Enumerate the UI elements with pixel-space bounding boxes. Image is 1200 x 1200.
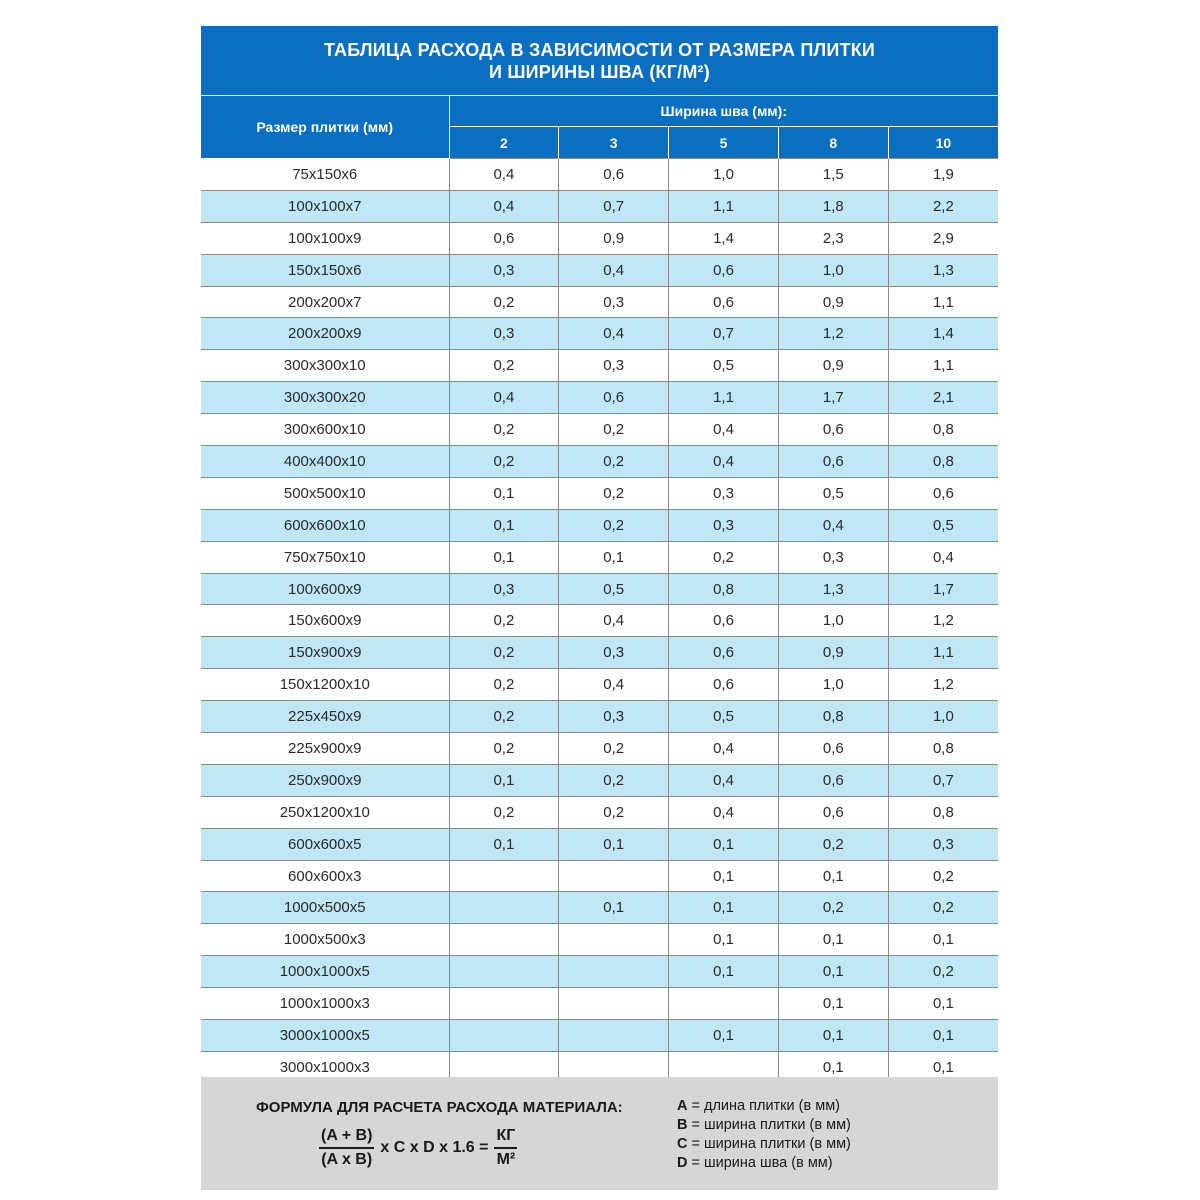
consumption-value-cell: 0,3 [669, 477, 779, 509]
consumption-value-cell: 0,2 [559, 796, 669, 828]
table-row [201, 541, 998, 573]
consumption-value-cell: 2,3 [778, 222, 888, 254]
table-row [201, 860, 998, 892]
table-row [201, 382, 998, 414]
consumption-value-cell: 0,1 [449, 477, 559, 509]
table-row [201, 828, 998, 860]
table-row [201, 254, 998, 286]
consumption-value-cell: 0,1 [669, 828, 779, 860]
consumption-value-cell: 0,2 [559, 477, 669, 509]
consumption-value-cell: 1,3 [888, 254, 998, 286]
tile-size-cell: 75x150x6 [201, 159, 449, 191]
table-row [201, 414, 998, 446]
consumption-value-cell: 0,8 [888, 414, 998, 446]
consumption-value-cell: 0,2 [559, 446, 669, 478]
column-header-width: 2 [449, 127, 559, 159]
consumption-value-cell: 0,1 [888, 1051, 998, 1083]
tile-size-cell: 150x1200x10 [201, 669, 449, 701]
consumption-value-cell: 0,6 [559, 382, 669, 414]
consumption-value-cell: 0,4 [449, 190, 559, 222]
tile-size-cell: 1000x500x3 [201, 924, 449, 956]
consumption-value-cell: 0,1 [559, 892, 669, 924]
tile-size-cell: 150x900x9 [201, 637, 449, 669]
consumption-value-cell: 2,2 [888, 190, 998, 222]
consumption-value-cell: 1,2 [888, 605, 998, 637]
consumption-value-cell: 0,7 [559, 190, 669, 222]
table-row [201, 924, 998, 956]
consumption-value-cell: 0,2 [449, 796, 559, 828]
table-row [201, 318, 998, 350]
consumption-value-cell: 0,5 [669, 350, 779, 382]
consumption-value-cell: 0,1 [778, 860, 888, 892]
tile-size-cell: 100x100x7 [201, 190, 449, 222]
tile-size-cell: 150x150x6 [201, 254, 449, 286]
consumption-value-cell: 0,3 [449, 254, 559, 286]
tile-size-cell: 500x500x10 [201, 477, 449, 509]
consumption-value-cell: 0,4 [559, 318, 669, 350]
consumption-value-cell: 0,1 [778, 1020, 888, 1052]
consumption-value-cell: 0,3 [778, 541, 888, 573]
tile-size-cell: 1000x1000x5 [201, 956, 449, 988]
formula-middle: x C x D x 1.6 = [380, 1139, 489, 1156]
consumption-value-cell: 0,6 [778, 796, 888, 828]
table-row [201, 1020, 998, 1052]
consumption-value-cell: 0,3 [449, 318, 559, 350]
consumption-value-cell: 0,2 [888, 860, 998, 892]
table-row [201, 477, 998, 509]
consumption-value-cell: 0,9 [559, 222, 669, 254]
tile-size-cell: 1000x500x5 [201, 892, 449, 924]
consumption-value-cell: 0,5 [778, 477, 888, 509]
consumption-value-cell [449, 860, 559, 892]
tile-size-cell: 300x300x20 [201, 382, 449, 414]
consumption-value-cell: 0,1 [559, 828, 669, 860]
consumption-value-cell: 1,1 [888, 286, 998, 318]
consumption-value-cell: 1,5 [778, 159, 888, 191]
consumption-value-cell: 0,8 [778, 701, 888, 733]
consumption-value-cell: 0,4 [669, 733, 779, 765]
tile-size-cell: 600x600x10 [201, 509, 449, 541]
consumption-value-cell: 0,2 [669, 541, 779, 573]
title-line-1: ТАБЛИЦА РАСХОДА В ЗАВИСИМОСТИ ОТ РАЗМЕРА ПЛИТКИ [323, 39, 876, 60]
consumption-value-cell: 0,9 [778, 286, 888, 318]
formula-numerator: (A + B) [319, 1127, 374, 1149]
consumption-value-cell: 0,3 [888, 828, 998, 860]
consumption-value-cell: 0,4 [888, 541, 998, 573]
consumption-value-cell: 0,4 [778, 509, 888, 541]
consumption-value-cell: 0,2 [449, 637, 559, 669]
consumption-value-cell: 1,7 [778, 382, 888, 414]
consumption-value-cell: 1,3 [778, 573, 888, 605]
formula-unit-denominator: М² [496, 1151, 516, 1168]
column-header-width: 5 [669, 127, 779, 159]
consumption-value-cell: 0,2 [449, 414, 559, 446]
table-row [201, 669, 998, 701]
consumption-value-cell: 0,5 [559, 573, 669, 605]
table-row [201, 350, 998, 382]
consumption-value-cell: 1,0 [778, 254, 888, 286]
consumption-value-cell: 0,8 [669, 573, 779, 605]
tile-size-cell: 750x750x10 [201, 541, 449, 573]
consumption-value-cell: 1,4 [888, 318, 998, 350]
consumption-value-cell: 2,1 [888, 382, 998, 414]
consumption-value-cell: 0,1 [669, 956, 779, 988]
consumption-value-cell: 0,7 [669, 318, 779, 350]
consumption-value-cell: 0,4 [449, 382, 559, 414]
tile-size-cell: 1000x1000x3 [201, 988, 449, 1020]
tile-size-cell: 3000x1000x5 [201, 1020, 449, 1052]
consumption-value-cell: 1,7 [888, 573, 998, 605]
legend-item: C = ширина плитки (в мм) [677, 1136, 851, 1152]
consumption-value-cell [559, 860, 669, 892]
table-row [201, 573, 998, 605]
consumption-value-cell: 0,1 [778, 956, 888, 988]
consumption-value-cell: 0,2 [449, 733, 559, 765]
consumption-value-cell: 0,3 [559, 637, 669, 669]
consumption-value-cell: 0,1 [669, 860, 779, 892]
consumption-value-cell [449, 956, 559, 988]
consumption-value-cell: 0,1 [449, 764, 559, 796]
table-row [201, 733, 998, 765]
consumption-value-cell: 0,2 [559, 764, 669, 796]
consumption-value-cell: 0,2 [559, 414, 669, 446]
consumption-value-cell [669, 988, 779, 1020]
table-row [201, 286, 998, 318]
consumption-value-cell: 0,8 [888, 446, 998, 478]
tile-size-cell: 225x900x9 [201, 733, 449, 765]
consumption-value-cell: 0,2 [778, 828, 888, 860]
consumption-value-cell: 0,6 [778, 764, 888, 796]
legend-item: D = ширина шва (в мм) [677, 1155, 833, 1171]
table-row [201, 509, 998, 541]
consumption-value-cell: 0,1 [888, 1020, 998, 1052]
consumption-value-cell: 0,2 [778, 892, 888, 924]
consumption-value-cell: 0,6 [888, 477, 998, 509]
consumption-value-cell: 0,6 [778, 446, 888, 478]
consumption-value-cell: 1,0 [669, 159, 779, 191]
consumption-value-cell: 0,5 [669, 701, 779, 733]
consumption-value-cell: 0,6 [449, 222, 559, 254]
title-line-2: И ШИРИНЫ ШВА (КГ/М²) [489, 61, 710, 82]
consumption-value-cell: 0,6 [778, 414, 888, 446]
consumption-value-cell: 0,4 [449, 159, 559, 191]
consumption-value-cell: 0,9 [778, 350, 888, 382]
table-row [201, 446, 998, 478]
tile-size-cell: 100x600x9 [201, 573, 449, 605]
consumption-value-cell [559, 988, 669, 1020]
consumption-value-cell: 1,2 [888, 669, 998, 701]
consumption-value-cell: 0,6 [669, 637, 779, 669]
consumption-value-cell: 0,2 [449, 605, 559, 637]
table-row [201, 988, 998, 1020]
consumption-table [201, 95, 998, 1084]
tile-size-cell: 225x450x9 [201, 701, 449, 733]
table-row [201, 764, 998, 796]
consumption-value-cell: 0,6 [669, 669, 779, 701]
consumption-value-cell: 0,2 [888, 956, 998, 988]
consumption-value-cell: 0,2 [559, 733, 669, 765]
formula-title: ФОРМУЛА ДЛЯ РАСЧЕТА РАСХОДА МАТЕРИАЛА: [256, 1099, 623, 1116]
consumption-value-cell: 2,9 [888, 222, 998, 254]
formula-fraction [319, 1127, 374, 1169]
table-row [201, 701, 998, 733]
consumption-value-cell: 0,3 [559, 286, 669, 318]
tile-size-cell: 200x200x7 [201, 286, 449, 318]
consumption-value-cell: 0,2 [449, 669, 559, 701]
table-row [201, 222, 998, 254]
consumption-value-cell: 0,3 [559, 701, 669, 733]
consumption-value-cell: 0,6 [669, 286, 779, 318]
consumption-value-cell: 1,1 [888, 350, 998, 382]
tile-size-cell: 250x900x9 [201, 764, 449, 796]
consumption-value-cell: 0,1 [669, 1020, 779, 1052]
consumption-value-cell: 0,4 [669, 414, 779, 446]
consumption-value-cell: 0,1 [778, 988, 888, 1020]
consumption-value-cell: 1,0 [888, 701, 998, 733]
consumption-value-cell: 0,1 [559, 541, 669, 573]
consumption-value-cell: 0,1 [778, 924, 888, 956]
tile-size-cell: 100x100x9 [201, 222, 449, 254]
consumption-value-cell: 0,2 [449, 701, 559, 733]
consumption-value-cell: 1,1 [888, 637, 998, 669]
consumption-value-cell: 0,9 [778, 637, 888, 669]
table-body [201, 159, 998, 1084]
consumption-value-cell: 0,4 [559, 669, 669, 701]
consumption-value-cell: 0,8 [888, 796, 998, 828]
table-row [201, 637, 998, 669]
column-header-width: 3 [559, 127, 669, 159]
tile-size-cell: 200x200x9 [201, 318, 449, 350]
formula-legend [677, 1097, 851, 1173]
consumption-value-cell: 0,6 [559, 159, 669, 191]
legend-item: A = длина плитки (в мм) [677, 1098, 840, 1114]
column-header-tile-size: Размер плитки (мм) [201, 96, 449, 159]
consumption-value-cell: 0,6 [669, 605, 779, 637]
tile-size-cell: 300x600x10 [201, 414, 449, 446]
table-row [201, 190, 998, 222]
consumption-value-cell: 1,0 [778, 605, 888, 637]
tile-size-cell: 250x1200x10 [201, 796, 449, 828]
tile-size-cell: 150x600x9 [201, 605, 449, 637]
consumption-value-cell: 0,1 [449, 509, 559, 541]
consumption-value-cell [559, 956, 669, 988]
consumption-value-cell: 0,2 [449, 350, 559, 382]
tile-size-cell: 600x600x3 [201, 860, 449, 892]
consumption-table-sheet [201, 26, 998, 1084]
consumption-value-cell: 1,1 [669, 190, 779, 222]
formula-unit [494, 1127, 517, 1169]
consumption-value-cell [449, 892, 559, 924]
consumption-value-cell [449, 1020, 559, 1052]
column-header-width: 8 [778, 127, 888, 159]
table-row [201, 796, 998, 828]
formula-denominator: (A x B) [321, 1151, 373, 1168]
consumption-value-cell [559, 1020, 669, 1052]
table-row [201, 159, 998, 191]
consumption-value-cell: 0,4 [669, 796, 779, 828]
consumption-value-cell: 0,6 [778, 733, 888, 765]
consumption-value-cell: 0,1 [888, 924, 998, 956]
column-header-width: 10 [888, 127, 998, 159]
legend-item: B = ширина плитки (в мм) [677, 1117, 851, 1133]
consumption-value-cell [449, 924, 559, 956]
consumption-value-cell: 0,1 [449, 828, 559, 860]
consumption-value-cell: 0,1 [449, 541, 559, 573]
consumption-value-cell [559, 924, 669, 956]
tile-size-cell: 600x600x5 [201, 828, 449, 860]
consumption-value-cell: 0,3 [669, 509, 779, 541]
consumption-value-cell: 1,9 [888, 159, 998, 191]
consumption-value-cell: 1,8 [778, 190, 888, 222]
table-row [201, 605, 998, 637]
consumption-value-cell: 0,4 [559, 605, 669, 637]
consumption-value-cell: 0,1 [778, 1051, 888, 1083]
consumption-value-cell: 1,4 [669, 222, 779, 254]
consumption-value-cell: 1,0 [778, 669, 888, 701]
consumption-value-cell: 0,3 [449, 573, 559, 605]
consumption-value-cell: 0,2 [449, 286, 559, 318]
consumption-value-cell: 0,8 [888, 733, 998, 765]
consumption-value-cell: 0,4 [669, 764, 779, 796]
consumption-value-cell: 0,2 [559, 509, 669, 541]
formula-unit-numerator: КГ [494, 1127, 517, 1149]
column-header-joint-width: Ширина шва (мм): [449, 96, 998, 127]
formula-equation [319, 1127, 517, 1169]
consumption-value-cell: 0,2 [449, 446, 559, 478]
tile-size-cell: 400x400x10 [201, 446, 449, 478]
tile-size-cell: 3000x1000x3 [201, 1051, 449, 1083]
consumption-value-cell: 0,1 [669, 892, 779, 924]
consumption-value-cell: 0,4 [669, 446, 779, 478]
consumption-value-cell: 0,1 [669, 924, 779, 956]
table-title [201, 26, 998, 95]
table-row [201, 956, 998, 988]
table-row [201, 892, 998, 924]
consumption-value-cell: 0,2 [888, 892, 998, 924]
consumption-value-cell: 0,3 [559, 350, 669, 382]
consumption-value-cell [449, 988, 559, 1020]
consumption-value-cell: 0,1 [888, 988, 998, 1020]
consumption-value-cell: 0,6 [669, 254, 779, 286]
formula-panel [201, 1077, 998, 1190]
consumption-value-cell: 0,5 [888, 509, 998, 541]
tile-size-cell: 300x300x10 [201, 350, 449, 382]
consumption-value-cell: 1,1 [669, 382, 779, 414]
consumption-value-cell: 1,2 [778, 318, 888, 350]
consumption-value-cell: 0,4 [559, 254, 669, 286]
consumption-value-cell: 0,7 [888, 764, 998, 796]
